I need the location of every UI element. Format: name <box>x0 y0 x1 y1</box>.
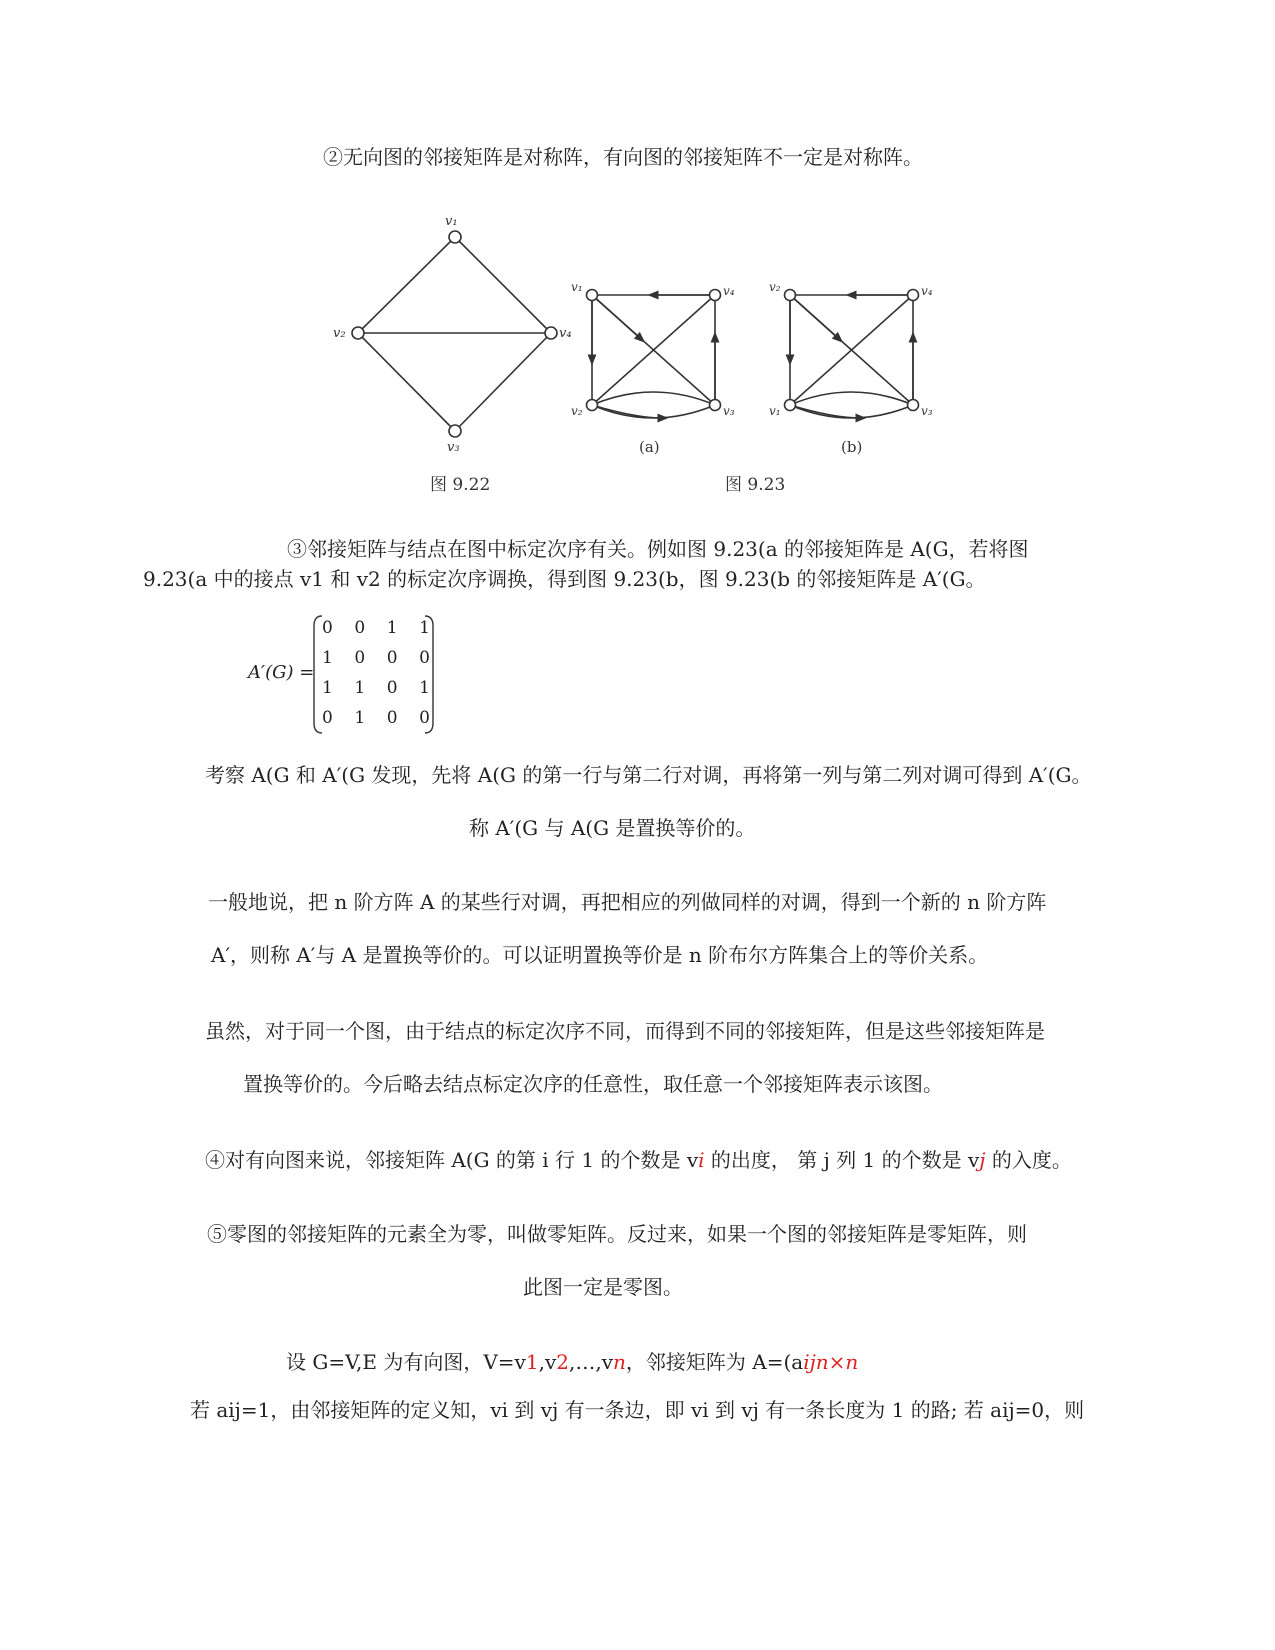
paragraph-6-line-2: 置换等价的。今后略去结点标定次序的任意性，取任意一个邻接矩阵表示该图。 <box>243 1072 943 1096</box>
matrix-cell: 0 <box>322 618 333 638</box>
label-b-v2: v₂ <box>769 280 781 294</box>
caption-9-22: 图 9.22 <box>430 475 491 495</box>
label-a-v3: v₃ <box>723 404 735 418</box>
p9-sub-ijn: ijn×n <box>803 1350 859 1374</box>
node-v4 <box>545 327 557 339</box>
p9-text-d: ，邻接矩阵为 A=(a <box>625 1350 804 1374</box>
label-v2: v₂ <box>333 326 346 341</box>
matrix-row <box>322 618 430 648</box>
label-a-v1: v₁ <box>571 280 583 294</box>
matrix-row <box>322 708 430 738</box>
matrix-cell: 0 <box>386 708 398 728</box>
node-a-v2 <box>587 400 598 411</box>
matrix-cell: 0 <box>419 708 430 728</box>
node-b-v2 <box>785 290 796 301</box>
p9-text-a: 设 G=V,E 为有向图，V=v <box>286 1350 526 1374</box>
matrix-cell: 1 <box>322 678 333 698</box>
matrix-cell: 0 <box>386 648 398 668</box>
matrix-row <box>322 648 430 678</box>
matrix-cell: 0 <box>322 708 333 728</box>
label-b-v1: v₁ <box>769 404 781 418</box>
matrix-row <box>322 678 430 708</box>
node-b-v4 <box>908 290 919 301</box>
label-v3: v₃ <box>447 440 460 455</box>
matrix-a-prime <box>248 612 448 737</box>
label-b-v4: v₄ <box>921 284 933 298</box>
p7-text-a: ④对有向图来说，邻接矩阵 A(G 的第 i 行 1 的个数是 v <box>205 1148 699 1172</box>
node-a-v1 <box>587 290 598 301</box>
matrix-cell: 1 <box>419 618 430 638</box>
matrix-cell: 1 <box>322 648 333 668</box>
paragraph-10: 若 aij=1，由邻接矩阵的定义知，vi 到 vj 有一条边，即 vi 到 vj 有一条长度为 1 的路; 若 aij=0，则 <box>190 1398 1085 1422</box>
node-a-v3 <box>710 400 721 411</box>
matrix-cell: 1 <box>354 708 366 728</box>
paragraph-3-line-2: 9.23(a 中的接点 v1 和 v2 的标定次序调换，得到图 9.23(b，图 9.23(b 的邻接矩阵是 A′(G。 <box>143 567 986 591</box>
matrix-cell: 1 <box>354 678 366 698</box>
matrix-cell: 0 <box>354 648 366 668</box>
label-a-v4: v₄ <box>723 284 735 298</box>
subcaption-a: (a) <box>639 438 660 456</box>
paragraph-5-line-1: 一般地说，把 n 阶方阵 A 的某些行对调，再把相应的列做同样的对调，得到一个新的 n 阶方阵 <box>208 890 1047 914</box>
matrix-cell: 1 <box>386 618 398 638</box>
matrix-cell: 0 <box>354 618 366 638</box>
p9-text-b: ,v <box>538 1350 557 1374</box>
p9-sub-n: n <box>613 1350 626 1374</box>
p9-sub-2: 2 <box>556 1350 569 1374</box>
paragraph-3-line-1: ③邻接矩阵与结点在图中标定次序有关。例如图 9.23(a 的邻接矩阵是 A(G，若将图 <box>287 537 1029 561</box>
node-v3 <box>449 425 461 437</box>
node-v2 <box>352 327 364 339</box>
figure-9-22 <box>325 205 585 455</box>
matrix-cell: 1 <box>419 678 430 698</box>
subcaption-b: (b) <box>841 438 863 456</box>
paragraph-2: ②无向图的邻接矩阵是对称阵，有向图的邻接矩阵不一定是对称阵。 <box>323 145 923 169</box>
paragraph-4-line-2: 称 A′(G 与 A(G 是置换等价的。 <box>469 816 756 840</box>
paragraph-7 <box>205 1150 1072 1170</box>
p7-text-b: 的出度， 第 j 列 1 的个数是 v <box>704 1148 980 1172</box>
node-v1 <box>449 231 461 243</box>
matrix-cell: 0 <box>386 678 398 698</box>
p7-sub-i: i <box>698 1148 705 1172</box>
label-a-v2: v₂ <box>571 404 583 418</box>
matrix-cell: 0 <box>419 648 430 668</box>
paragraph-6-line-1: 虽然，对于同一个图，由于结点的标定次序不同，而得到不同的邻接矩阵，但是这些邻接矩阵是 <box>205 1019 1045 1043</box>
p9-sub-1: 1 <box>525 1350 539 1374</box>
p9-text-c: ,…,v <box>568 1350 613 1374</box>
paragraph-8-line-2: 此图一定是零图。 <box>523 1275 683 1299</box>
caption-9-23: 图 9.23 <box>725 475 786 495</box>
p7-sub-j: j <box>979 1148 986 1172</box>
p7-text-c: 的入度。 <box>985 1148 1072 1172</box>
matrix-cells <box>322 618 430 738</box>
figure-9-23 <box>565 275 955 465</box>
paragraph-5-line-2: A′，则称 A′与 A 是置换等价的。可以证明置换等价是 n 阶布尔方阵集合上的等价关系。 <box>211 943 989 967</box>
node-b-v1 <box>785 400 796 411</box>
paragraph-9 <box>286 1352 858 1372</box>
label-v4: v₄ <box>559 326 572 341</box>
matrix-label: A′(G) = <box>248 662 315 683</box>
paragraph-4-line-1: 考察 A(G 和 A′(G 发现，先将 A(G 的第一行与第二行对调，再将第一列与第二列对调可得到 A′(G。 <box>205 763 1092 787</box>
label-v1: v₁ <box>445 214 458 229</box>
paragraph-8-line-1: ⑤零图的邻接矩阵的元素全为零，叫做零矩阵。反过来，如果一个图的邻接矩阵是零矩阵，则 <box>207 1222 1027 1246</box>
node-b-v3 <box>908 400 919 411</box>
node-a-v4 <box>710 290 721 301</box>
label-b-v3: v₃ <box>921 404 933 418</box>
